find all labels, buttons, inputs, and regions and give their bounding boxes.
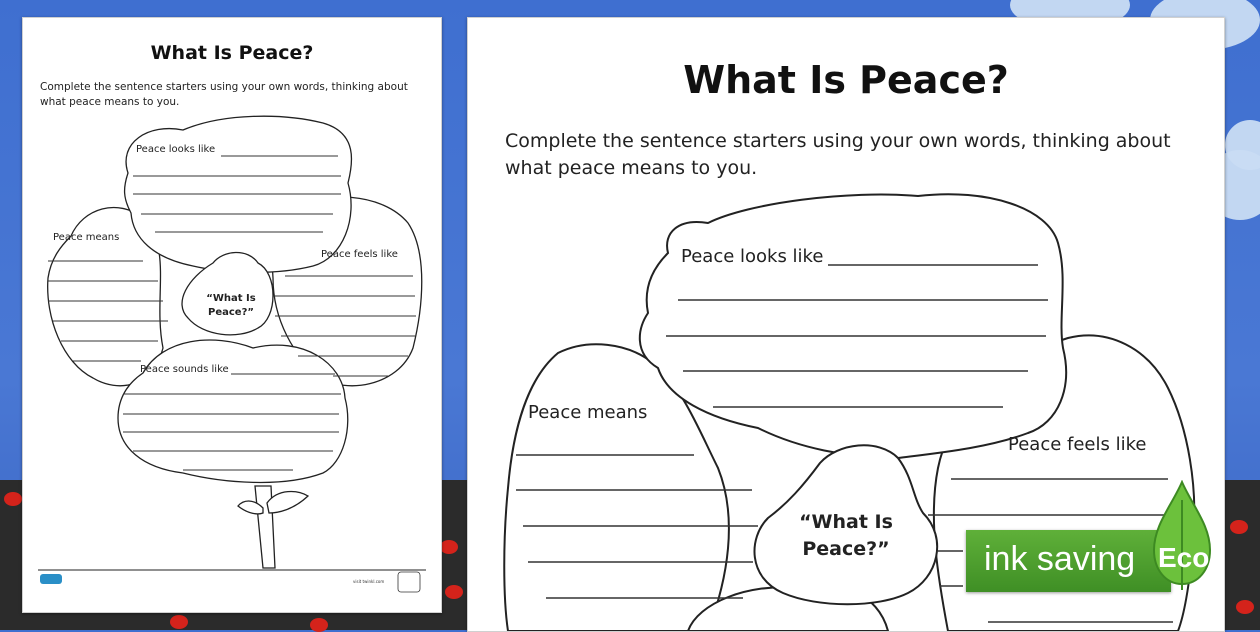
label-means: Peace means [53,232,120,243]
poppy [1230,520,1248,534]
poppy [445,585,463,599]
poppy [440,540,458,554]
twinkl-logo [40,574,62,584]
page-title: What Is Peace? [150,42,314,64]
worksheet-thumbnail[interactable] [22,17,442,613]
ink-saving-banner [966,530,1171,592]
stem [238,486,308,568]
eco-label: Eco [1158,542,1210,573]
instructions-large: Complete the sentence starters using your own words, thinking about what peace means to you. [505,130,1171,179]
label-feels: Peace feels like [321,249,398,260]
center-label: “What Is Peace?” [206,293,256,318]
label-feels-large: Peace feels like [1008,434,1147,455]
instructions: Complete the sentence starters using your own words, thinking about what peace means to you. [40,81,408,108]
label-looks: Peace looks like [136,144,216,155]
label-means-large: Peace means [528,402,648,423]
ink-saving-badge [966,530,1210,594]
poppy [170,615,188,629]
page-title-large: What Is Peace? [683,58,1009,102]
petal-looks [640,194,1066,458]
label-sounds: Peace sounds like [140,364,229,375]
poppy [1236,600,1254,614]
label-looks-large: Peace looks like [681,246,824,267]
ink-saving-text: ink saving [984,540,1136,578]
center-label-large: “What Is Peace?” [799,511,893,560]
petal-sounds [118,340,348,482]
footer-url: visit twinkl.com [353,579,385,584]
poppy [4,492,22,506]
